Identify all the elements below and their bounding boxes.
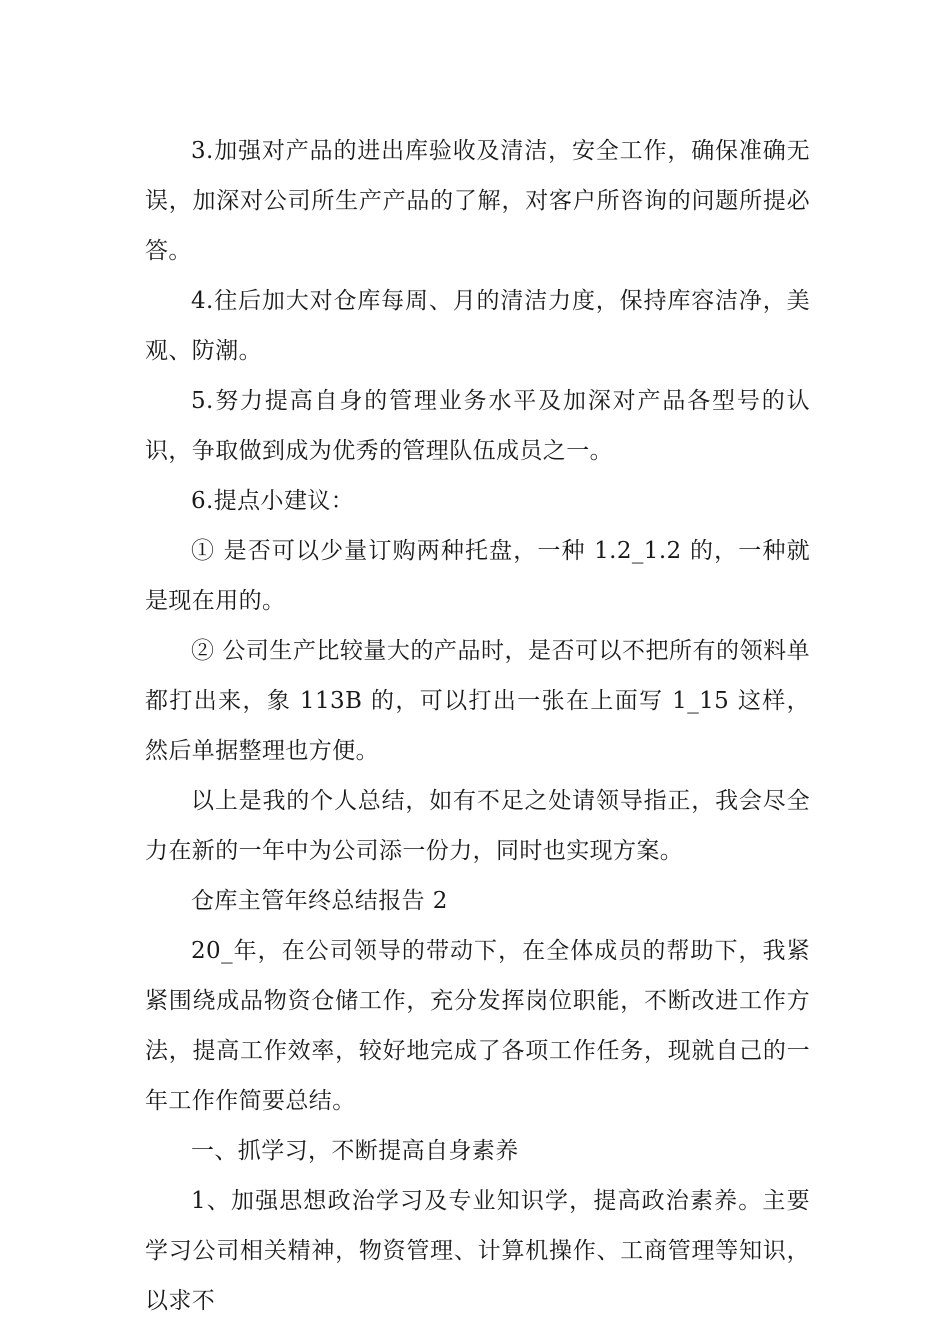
paragraph-item-5: 5.努力提高自身的管理业务水平及加深对产品各型号的认识，争取做到成为优秀的管理队伍成员之一。 [145,388,810,464]
report-title: 仓库主管年终总结报告 2 [191,888,448,914]
section-heading: 一、抓学习，不断提高自身素养 [191,1138,519,1164]
suggestion-1: ① 是否可以少量订购两种托盘，一种 1.2_1.2 的，一种就是现在用的。 [145,538,810,614]
closing-paragraph: 以上是我的个人总结，如有不足之处请领导指正，我会尽全力在新的一年中为公司添一份力，同时也实现方案。 [145,788,810,864]
intro-paragraph: 20_年，在公司领导的带动下，在全体成员的帮助下，我紧紧围绕成品物资仓储工作，充分发挥岗位职能，不断改进工作方法，提高工作效率，较好地完成了各项工作任务，现就自己的一年工作作简要总结。 [145,938,810,1114]
paragraph-item-6: 6.提点小建议： [191,488,355,514]
suggestion-2: ② 公司生产比较量大的产品时，是否可以不把所有的领料单都打出来，象 113B 的，可以打出一张在上面写 1_15 这样，然后单据整理也方便。 [145,638,810,764]
document-body [145,126,810,1326]
paragraph-item-4: 4.往后加大对仓库每周、月的清洁力度，保持库容洁净，美观、防潮。 [145,288,810,364]
paragraph-item-3: 3.加强对产品的进出库验收及清洁，安全工作，确保准确无误，加深对公司所生产产品的了解，对客户所咨询的问题所提必答。 [145,138,810,264]
section-paragraph-1: 1、加强思想政治学习及专业知识学，提高政治素养。主要学习公司相关精神，物资管理、计算机操作、工商管理等知识，以求不 [145,1188,810,1314]
